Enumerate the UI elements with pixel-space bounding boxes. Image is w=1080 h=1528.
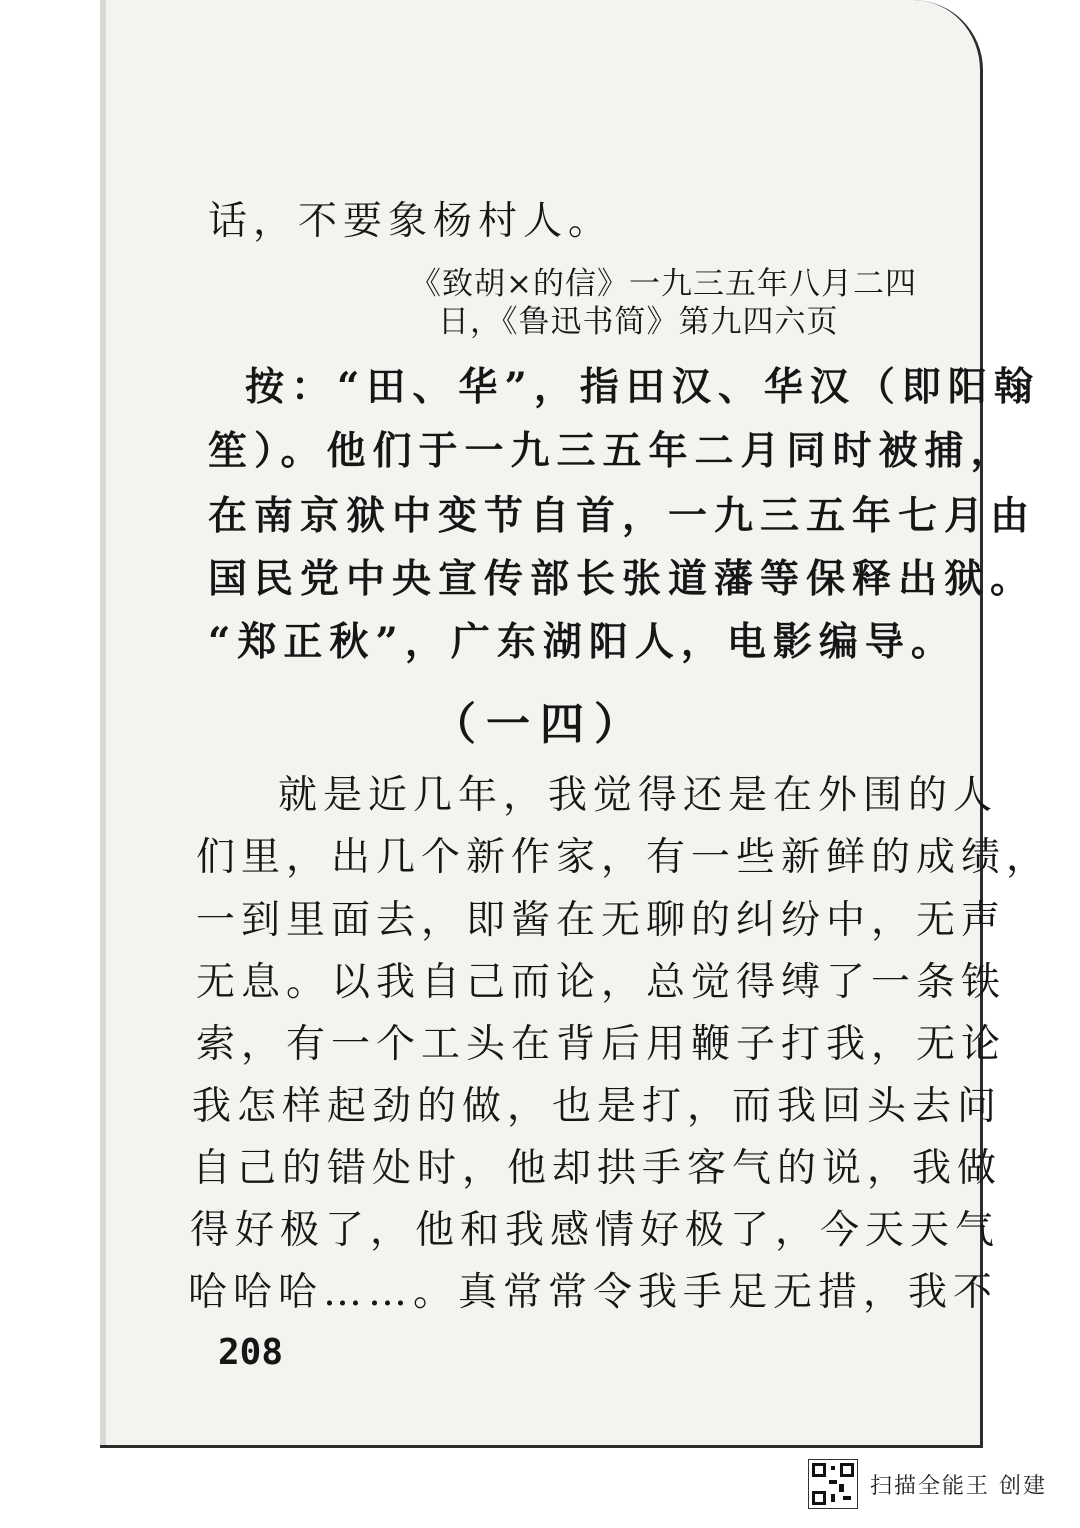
body-line-1: 就是近几年，我觉得还是在外围的人 — [278, 773, 999, 818]
citation-line-2: 日，《鲁迅书简》第九四六页 — [438, 304, 839, 340]
watermark-text: 扫描全能王 创建 — [870, 1473, 1047, 1499]
qr-code-icon — [808, 1459, 858, 1509]
section-heading: （一四） — [432, 699, 648, 750]
body-line-3: 一到里面去，即酱在无聊的纠纷中，无声 — [196, 898, 1007, 943]
body-line-9: 哈哈哈……。真常常令我手足无措，我不 — [188, 1270, 999, 1315]
page-number: 208 — [218, 1332, 284, 1373]
body-line-5: 索，有一个工头在背后用鞭子打我，无论 — [196, 1022, 1007, 1067]
note-line-2: 笙）。他们于一九三五年二月同时被捕， — [208, 428, 1017, 474]
note-line-5: “郑正秋”，广东湖阳人，电影编导。 — [208, 619, 957, 665]
scanner-watermark — [808, 1458, 1047, 1510]
note-line-1: 按：“田、华”，指田汉、华汉（即阳翰 — [245, 364, 1040, 410]
body-line-8: 得好极了，他和我感情好极了，今天天气 — [190, 1208, 1001, 1253]
body-line-6: 我怎样起劲的做，也是打，而我回头去问 — [192, 1084, 1003, 1129]
body-line-7: 自己的错处时，他却拱手客气的说，我做 — [192, 1146, 1003, 1191]
body-line-2: 们里，出几个新作家，有一些新鲜的成绩， — [196, 835, 1052, 880]
text-line-top: 话，不要象杨村人。 — [208, 199, 614, 244]
body-line-4: 无息。以我自己而论，总觉得缚了一条铁 — [196, 960, 1007, 1005]
citation-line-1: 《致胡×的信》一九三五年八月二四 — [410, 266, 917, 302]
note-line-3: 在南京狱中变节自首，一九三五年七月由 — [208, 493, 1037, 539]
note-line-4: 国民党中央宣传部长张道藩等保释出狱。 — [208, 556, 1037, 602]
